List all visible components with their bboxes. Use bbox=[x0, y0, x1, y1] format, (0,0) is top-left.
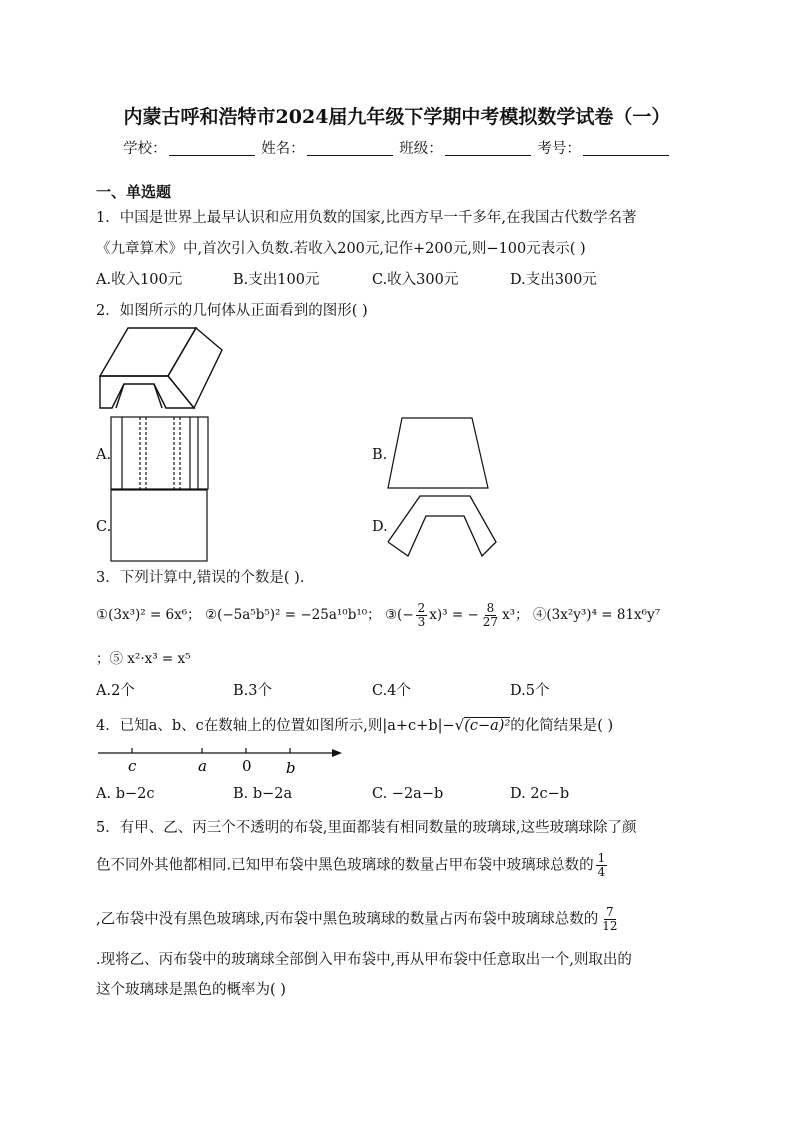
q5-line1: 5．有甲、乙、丙三个不透明的布袋,里面都装有相同数量的玻璃球,这些玻璃球除了颜 bbox=[96, 820, 637, 836]
q3-option-d[interactable]: D.5个 bbox=[510, 683, 550, 699]
q3-option-b[interactable]: B.3个 bbox=[233, 683, 272, 699]
q2-stem: 2．如图所示的几何体从正面看到的图形( ) bbox=[96, 303, 368, 319]
q3-option-c[interactable]: C.4个 bbox=[372, 683, 411, 699]
q5-line5: 这个玻璃球是黑色的概率为( ) bbox=[96, 982, 286, 998]
q2-solid-figure bbox=[96, 324, 226, 412]
name-label: 姓名： bbox=[261, 141, 305, 157]
q1-option-d[interactable]: D.支出300元 bbox=[510, 272, 597, 288]
exam-no-label: 考号： bbox=[537, 141, 581, 157]
q5-line3: ,乙布袋中没有黑色玻璃球,丙布袋中黑色玻璃球的数量占丙布袋中玻璃球总数的 $\frac{7}{12}$ bbox=[96, 905, 618, 933]
q4-option-c[interactable]: C. −2a−b bbox=[372, 786, 444, 802]
q1-option-a[interactable]: A.收入100元 bbox=[96, 272, 183, 288]
q3-expressions bbox=[96, 602, 660, 629]
q3-expr4: ④(3x²y³)⁴ = 81x⁶y⁷ bbox=[532, 607, 661, 623]
q4-stem: 4．已知a、b、c在数轴上的位置如图所示,则|a+c+b|−√(c−a)²的化简结果是( ) bbox=[96, 716, 614, 734]
q1-line2: 《九章算术》中,首次引入负数.若收入200元,记作+200元,则−100元表示( ) bbox=[96, 241, 586, 257]
school-blank[interactable] bbox=[169, 141, 255, 156]
name-blank[interactable] bbox=[307, 141, 393, 156]
q2-option-c-figure[interactable] bbox=[110, 489, 210, 563]
q4-radicand: (c−a)² bbox=[464, 718, 511, 734]
axis-label-0: 0 bbox=[242, 757, 252, 775]
q2-option-c-label[interactable]: C. bbox=[96, 519, 112, 535]
q5-fraction-1: $\frac{1}{4}$ bbox=[597, 851, 606, 879]
class-blank[interactable] bbox=[445, 141, 531, 156]
q3-option-a[interactable]: A.2个 bbox=[96, 683, 135, 699]
q3-expr5: ；⑤ x²·x³ = x⁵ bbox=[96, 651, 191, 667]
q4-number-line bbox=[96, 744, 346, 776]
q2-option-d-label[interactable]: D. bbox=[372, 519, 388, 535]
solid-right-face bbox=[168, 328, 222, 408]
q3-expr3: ③(− $\frac{2}{3}$ x)³ = − $\frac{8}{27}$ x³； bbox=[384, 601, 529, 629]
school-label: 学校： bbox=[123, 141, 167, 157]
q3-expr2: ②(−5a⁵b⁵)² = −25a¹⁰b¹⁰； bbox=[204, 607, 381, 623]
q4-option-d[interactable]: D. 2c−b bbox=[510, 786, 570, 802]
q1-option-c[interactable]: C.收入300元 bbox=[372, 272, 459, 288]
solid-front-face bbox=[100, 376, 194, 408]
q4-option-b[interactable]: B. b−2a bbox=[233, 786, 293, 802]
q1-option-b[interactable]: B.支出100元 bbox=[233, 272, 320, 288]
q2-option-d-figure[interactable] bbox=[386, 494, 498, 558]
q1-line1: 1．中国是世界上最早认识和应用负数的国家,比西方早一千多年,在我国古代数学名著 bbox=[96, 210, 637, 226]
q3-expr1: ①(3x³)² = 6x⁶； bbox=[96, 607, 201, 623]
section-title: 一、单选题 bbox=[96, 183, 172, 201]
axis-label-b: b bbox=[286, 759, 296, 776]
q2-option-a-label[interactable]: A. bbox=[96, 447, 112, 463]
q2-option-b-figure[interactable] bbox=[386, 416, 490, 490]
q5-line2: 色不同外其他都相同.已知甲布袋中黑色玻璃球的数量占甲布袋中玻璃球总数的 $\frac{1}{4}$ bbox=[96, 851, 606, 879]
q4-option-a[interactable]: A. b−2c bbox=[96, 786, 155, 802]
q5-fraction-2: $\frac{7}{12}$ bbox=[602, 905, 618, 933]
page-title: 内蒙古呼和浩特市2024届九年级下学期中考模拟数学试卷（一） bbox=[123, 106, 671, 128]
student-info-line bbox=[0, 137, 794, 158]
q3-stem: 3．下列计算中,错误的个数是( ). bbox=[96, 570, 305, 586]
q2-option-a-figure[interactable] bbox=[110, 416, 210, 490]
axis-label-c: c bbox=[128, 757, 137, 775]
q2-option-b-label[interactable]: B. bbox=[372, 447, 388, 463]
exam-no-blank[interactable] bbox=[583, 141, 669, 156]
q5-line4: .现将乙、丙布袋中的玻璃球全部倒入甲布袋中,再从甲布袋中任意取出一个,则取出的 bbox=[96, 952, 632, 968]
axis-label-a: a bbox=[198, 757, 207, 775]
class-label: 班级： bbox=[399, 141, 443, 157]
